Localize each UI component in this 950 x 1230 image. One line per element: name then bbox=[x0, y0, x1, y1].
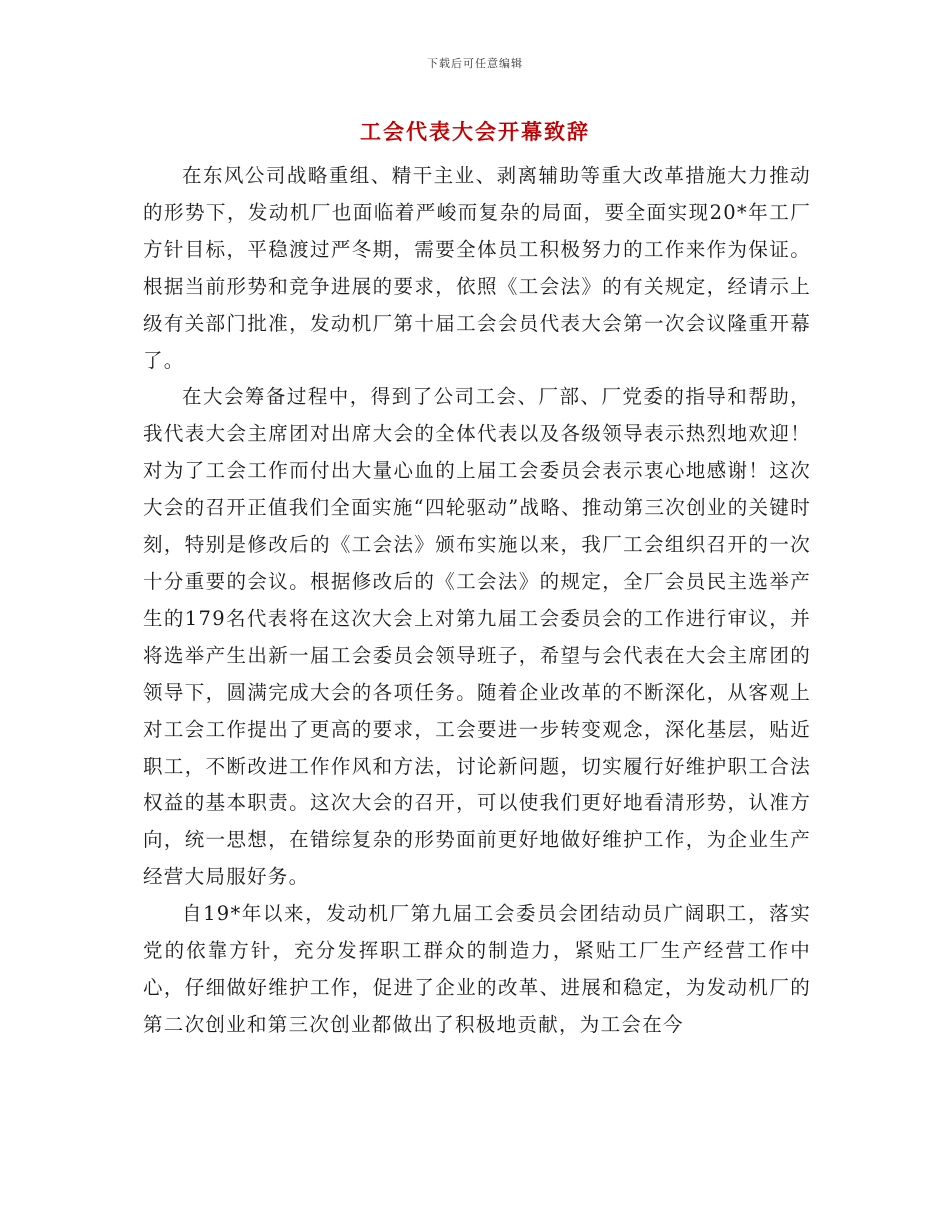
document-title: 工会代表大会开幕致辞 bbox=[360, 119, 590, 144]
paragraph-3: 自19*年以来，发动机厂第九届工会委员会团结动员广阔职工，落实党的依靠方针，充分发挥职工群众的制造力，紧贴工厂生产经营工作中心，仔细做好维护工作，促进了企业的改革、进展和稳定，为发动机厂的第二次创业和第三次创业都做出了积极地贡献，为工会在今 bbox=[143, 902, 811, 1036]
paragraph-1: 在东风公司战略重组、精干主业、剥离辅助等重大改革措施大力推动的形势下，发动机厂也面临着严峻而复杂的局面，要全面实现20*年工厂方针目标，平稳渡过严冬期，需要全体员工积极努力的工作来作为保证。根据当前形势和竞争进展的要求，依照《工会法》的有关规定，经请示上级有关部门批准，发动机厂第十届工会会员代表大会第一次会议隆重开幕了。 bbox=[143, 164, 811, 372]
document-body bbox=[143, 158, 811, 1044]
header-note: 下载后可任意编辑 bbox=[427, 57, 523, 70]
paragraph-2: 在大会筹备过程中，得到了公司工会、厂部、厂党委的指导和帮助，我代表大会主席团对出席大会的全体代表以及各级领导表示热烈地欢迎！对为了工会工作而付出大量心血的上届工会委员会表示衷心地感谢！这次大会的召开正值我们全面实施“四轮驱动”战略、推动第三次创业的关键时刻，特别是修改后的《工会法》颁布实施以来，我厂工会组织召开的一次十分重要的会议。根据修改后的《工会法》的规定，全厂会员民主选举产生的179名代表将在这次大会上对第九届工会委员会的工作进行审议，并将选举产生出新一届工会委员会领导班子，希望与会代表在大会主席团的领导下，圆满完成大会的各项任务。随着企业改革的不断深化，从客观上对工会工作提出了更高的要求，工会要进一步转变观念，深化基层，贴近职工，不断改进工作作风和方法，讨论新问题，切实履行好维护职工合法权益的基本职责。这次大会的召开，可以使我们更好地看清形势，认准方向，统一思想，在错综复杂的形势面前更好地做好维护工作，为企业生产经营大局服好务。 bbox=[143, 385, 811, 889]
